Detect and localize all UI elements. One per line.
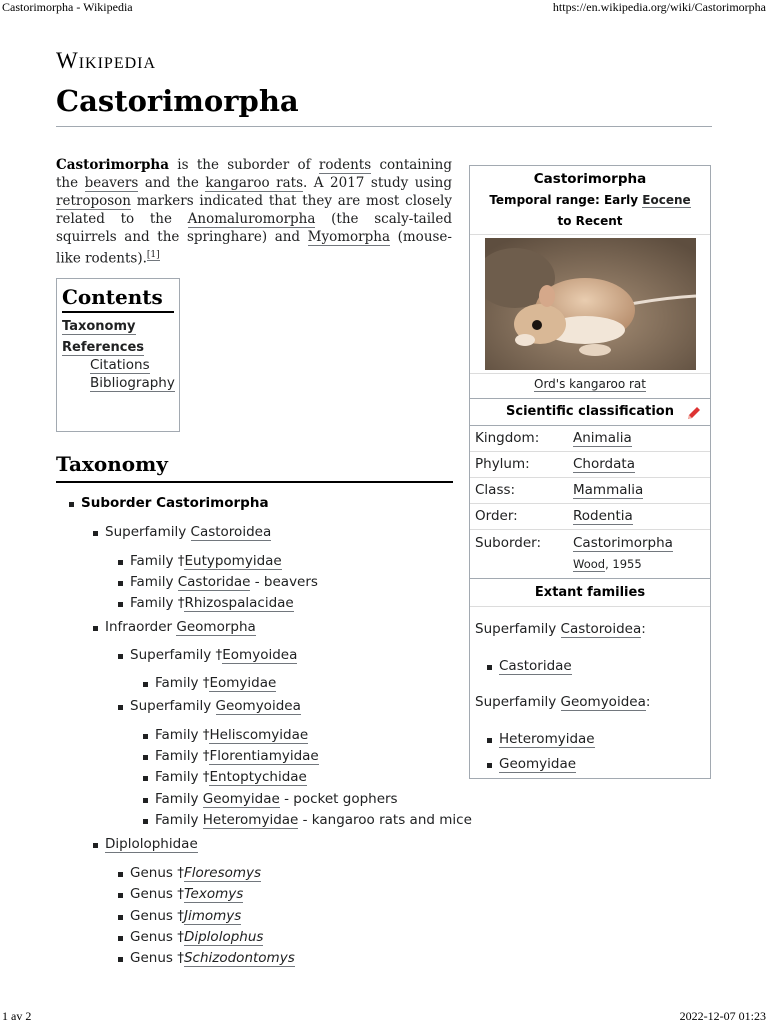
link-myomorpha[interactable]: Myomorpha: [307, 229, 391, 245]
kangaroo-rat-photo[interactable]: [485, 238, 696, 370]
link-eocene[interactable]: Eocene: [642, 193, 691, 207]
taxon-link[interactable]: Geomorpha: [176, 619, 256, 635]
list-item: [155, 791, 398, 807]
taxon-link[interactable]: Geomyoidea: [215, 698, 301, 714]
lead-text: markers indicated that they are most closely related to the: [56, 193, 452, 227]
divider: [470, 234, 710, 235]
taxon-link[interactable]: Heliscomyidae: [209, 727, 309, 743]
taxon-authority: [573, 557, 642, 571]
taxon-rank: Superfamily: [105, 524, 191, 540]
phylum-link[interactable]: Chordata: [573, 456, 635, 472]
list-item: [81, 495, 269, 511]
table-of-contents: [56, 278, 180, 432]
print-footer-page: 1 av 2: [2, 1009, 32, 1023]
taxobox: [469, 165, 711, 779]
order-label: Order:: [475, 508, 518, 524]
title-divider: [56, 126, 712, 127]
link-geomyidae[interactable]: Geomyidae: [499, 756, 577, 772]
extant-families-header: Extant families: [470, 578, 710, 607]
taxon-rank: Genus †: [130, 950, 184, 966]
kingdom-label: Kingdom:: [475, 430, 540, 446]
taxon-link[interactable]: Eomyidae: [209, 675, 277, 691]
taxon-link[interactable]: Entoptychidae: [209, 769, 307, 785]
taxon-note: - beavers: [250, 574, 318, 590]
list-item: [130, 553, 282, 569]
list-item: [130, 647, 297, 663]
taxon-rank: Family †: [155, 675, 210, 691]
taxon-rank: Infraorder: [105, 619, 177, 635]
taxon-rank: Family †: [130, 553, 185, 569]
superfamily-castoroidea: [475, 621, 646, 637]
taxon-note: - kangaroo rats and mice: [298, 812, 472, 828]
infobox-title: Castorimorpha: [533, 171, 647, 187]
taxon-link[interactable]: Geomyidae: [202, 791, 280, 807]
divider: [470, 373, 710, 374]
toc-item-taxonomy[interactable]: Taxonomy: [62, 319, 136, 334]
toc-item-citations[interactable]: Citations: [90, 357, 150, 373]
taxon-label: Suborder Castorimorpha: [81, 495, 269, 511]
taxon-rank: Family: [155, 791, 203, 807]
list-item: [105, 524, 271, 540]
taxon-link[interactable]: Castoridae: [177, 574, 251, 590]
taxon-rank: Family: [155, 812, 203, 828]
lead-text: . A 2017 study using: [303, 175, 452, 191]
link-geomyoidea[interactable]: Geomyoidea: [560, 694, 646, 710]
link-anomaluromorpha[interactable]: Anomaluromorpha: [187, 211, 316, 227]
list-item: [130, 908, 241, 924]
list-item: [155, 769, 307, 785]
section-divider: [56, 481, 453, 483]
taxon-link[interactable]: Rhizospalacidae: [184, 595, 294, 611]
link-retroposon[interactable]: retroposon: [56, 193, 131, 209]
divider: [470, 477, 710, 478]
list-item: [499, 731, 595, 747]
taxon-rank: Superfamily †: [130, 647, 223, 663]
lead-text: and the: [138, 175, 206, 191]
list-item: [155, 727, 308, 743]
taxon-rank: Family †: [155, 748, 210, 764]
list-item: [130, 950, 295, 966]
list-item: [155, 675, 276, 691]
lead-paragraph: [56, 156, 452, 268]
link-castoridae[interactable]: Castoridae: [499, 658, 572, 674]
taxon-link[interactable]: Heteromyidae: [202, 812, 299, 828]
taxon-link[interactable]: Schizodontomys: [183, 950, 295, 966]
print-header-url: https://en.wikipedia.org/wiki/Castorimorpha: [552, 0, 766, 14]
lead-text: (mouse-like rodents).: [56, 229, 452, 267]
page-title: Castorimorpha: [56, 84, 299, 118]
taxon-link[interactable]: Diplolophus: [183, 929, 264, 945]
class-label: Class:: [475, 482, 516, 498]
taxon-link[interactable]: Castoroidea: [190, 524, 272, 540]
temporal-range: [470, 190, 710, 232]
authority-year: , 1955: [605, 557, 642, 571]
list-item: [130, 865, 261, 881]
rank-text: Superfamily: [475, 621, 561, 637]
taxon-rank: Genus †: [130, 886, 184, 902]
taxon-rank: Genus †: [130, 929, 184, 945]
sci-class-label: Scientific classification: [506, 404, 674, 419]
taxon-rank: Family †: [130, 595, 185, 611]
taxon-rank: Family: [130, 574, 178, 590]
lead-text: (the scaly-tailed squirrels and the springhare) and: [56, 211, 452, 245]
suborder-link[interactable]: Castorimorpha: [573, 535, 673, 551]
taxon-link[interactable]: Eomyoidea: [222, 647, 298, 663]
print-footer-datetime: 2022-12-07 01:23: [679, 1009, 766, 1023]
rank-text: Superfamily: [475, 694, 561, 710]
scientific-classification-header: [470, 398, 710, 426]
suborder-label: Suborder:: [475, 535, 542, 551]
taxon-rank: Genus †: [130, 908, 184, 924]
lead-text: containing the: [56, 157, 452, 191]
print-header-title: Castorimorpha - Wikipedia: [2, 0, 133, 14]
list-item: [130, 698, 301, 714]
taxon-link[interactable]: Florentiamyidae: [209, 748, 319, 764]
superfamily-geomyoidea: [475, 694, 650, 710]
range-text: Temporal range: Early: [489, 193, 643, 207]
list-item: [105, 619, 256, 635]
toc-item-bibliography[interactable]: Bibliography: [90, 375, 175, 391]
list-item: [155, 748, 319, 764]
phylum-label: Phylum:: [475, 456, 530, 472]
rank-text: :: [645, 694, 651, 710]
authority-link[interactable]: Wood: [573, 557, 606, 571]
lead-term: Castorimorpha: [56, 157, 169, 173]
taxon-link[interactable]: Texomys: [183, 886, 244, 902]
order-link[interactable]: Rodentia: [573, 508, 633, 524]
list-item: [130, 574, 318, 590]
divider: [470, 503, 710, 504]
taxon-link[interactable]: Jimomys: [183, 908, 242, 924]
list-item: [155, 812, 472, 828]
list-item: [499, 756, 576, 772]
rank-text: :: [641, 621, 646, 637]
taxon-rank: Family †: [155, 727, 210, 743]
taxon-link[interactable]: Diplolophidae: [105, 836, 198, 852]
taxon-rank: Superfamily: [130, 698, 216, 714]
lead-text: is the suborder of: [168, 157, 319, 173]
kangaroo-rat-image: [485, 238, 696, 370]
section-heading-taxonomy: Taxonomy: [56, 452, 168, 476]
class-link[interactable]: Mammalia: [573, 482, 644, 498]
divider: [470, 529, 710, 530]
toc-item-references[interactable]: References: [62, 340, 145, 355]
taxon-rank: Family †: [155, 769, 210, 785]
link-kangaroo-rats[interactable]: kangaroo rats: [205, 175, 303, 191]
citation-ref-1[interactable]: [1]: [146, 250, 160, 260]
image-caption: [470, 377, 710, 391]
taxon-rank: Genus †: [130, 865, 184, 881]
list-item: [130, 595, 294, 611]
taxon-note: - pocket gophers: [279, 791, 398, 807]
toc-title: Contents: [62, 285, 174, 313]
taxon-link[interactable]: Floresomys: [183, 865, 262, 881]
wikipedia-logo[interactable]: Wikipedia: [56, 48, 157, 73]
link-heteromyidae[interactable]: Heteromyidae: [499, 731, 595, 747]
list-item: [105, 836, 198, 852]
edit-pencil-icon[interactable]: [686, 405, 702, 421]
caption-link[interactable]: Ord's kangaroo rat: [534, 377, 646, 391]
list-item: [130, 929, 263, 945]
list-item: [499, 658, 572, 674]
link-beavers[interactable]: beavers: [84, 175, 139, 191]
taxon-link[interactable]: Eutypomyidae: [184, 553, 282, 569]
divider: [470, 451, 710, 452]
range-text: to Recent: [557, 214, 623, 228]
link-rodents[interactable]: rodents: [318, 157, 372, 173]
link-castoroidea[interactable]: Castoroidea: [560, 621, 642, 637]
kingdom-link[interactable]: Animalia: [573, 430, 632, 446]
list-item: [130, 886, 243, 902]
